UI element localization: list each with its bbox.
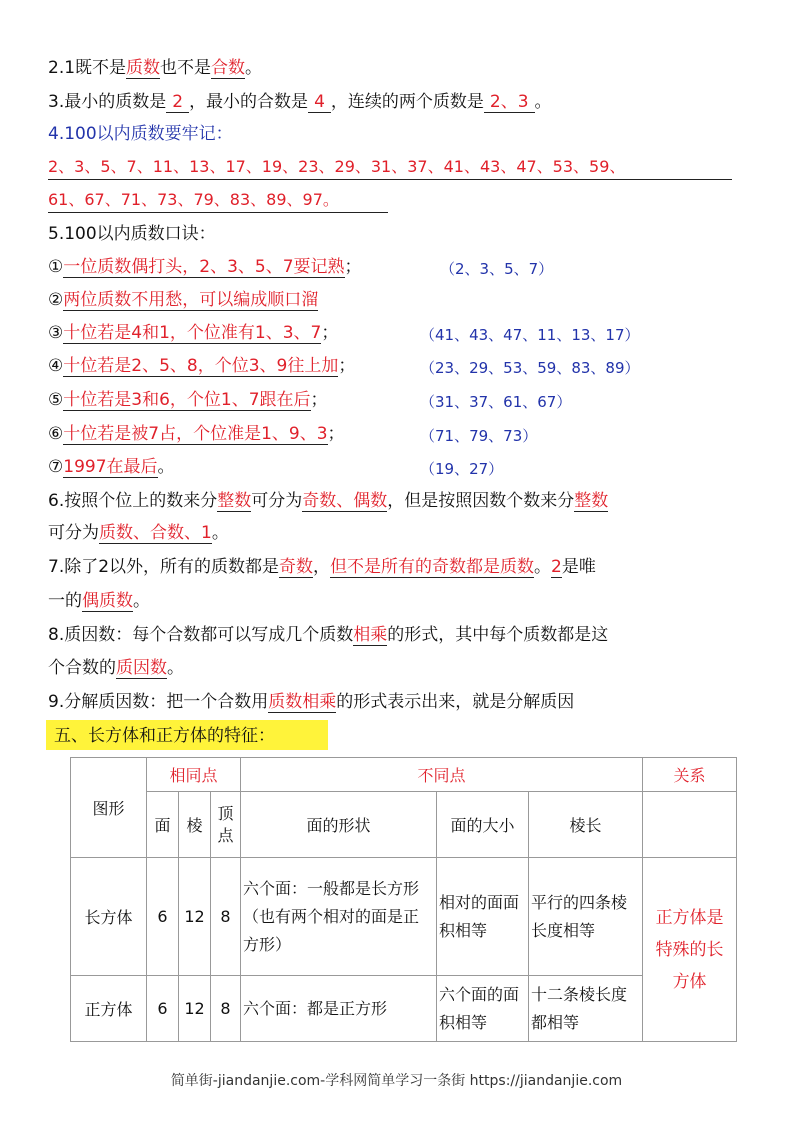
cuboid-cube-table: [70, 757, 737, 1042]
subheader-vertex: 顶点: [211, 792, 241, 858]
line-7: 7.除了2以外，所有的质数都是奇数，但不是所有的奇数都是质数。2是唯: [48, 557, 596, 577]
relation-empty: [643, 792, 737, 858]
row-face: 6: [147, 976, 179, 1042]
rhyme-4: ④十位若是2、5、8，个位3、9往上加；: [48, 356, 356, 376]
row-face: 6: [147, 858, 179, 976]
rhyme-5: ⑤十位若是3和6，个位1、7跟在后；: [48, 390, 328, 410]
rhyme-6: ⑥十位若是被7占，个位准是1、9、3；: [48, 424, 345, 444]
row-face-size: 六个面的面积相等: [437, 976, 529, 1042]
rhyme-7: ⑦1997在最后。: [48, 457, 175, 477]
prime-list-row-2: 61、67、71、73、79、83、89、97。: [48, 188, 388, 213]
header-shape: 图形: [71, 758, 147, 858]
row-name: 长方体: [71, 858, 147, 976]
row-vertex: 8: [211, 858, 241, 976]
row-edge: 12: [179, 858, 211, 976]
rhyme-1: ①一位质数偶打头，2、3、5、7要记熟；: [48, 257, 362, 277]
rhyme-2: ②两位质数不用愁，可以编成顺口溜: [48, 290, 319, 310]
row-vertex: 8: [211, 976, 241, 1042]
answer: 2: [166, 92, 189, 113]
rhyme-5-numbers: （31、37、61、67）: [420, 393, 572, 411]
row-name: 正方体: [71, 976, 147, 1042]
section-5-title: 五、长方体和正方体的特征：: [54, 726, 275, 746]
line-2-1: 2.1既不是质数也不是合数。: [48, 58, 263, 78]
subheader-edge-length: 棱长: [529, 792, 643, 858]
line-5-title: 5.100以内质数口诀：: [48, 224, 216, 244]
row-face-size: 相对的面面积相等: [437, 858, 529, 976]
line-4-title: 4.100以内质数要牢记：: [48, 124, 233, 144]
header-same: 相同点: [147, 758, 241, 792]
row-face-shape: 六个面：都是正方形: [241, 976, 437, 1042]
rhyme-7-numbers: （19、27）: [420, 460, 504, 478]
header-relation: 关系: [643, 758, 737, 792]
rhyme-6-numbers: （71、79、73）: [420, 427, 538, 445]
rhyme-1-numbers: （2、3、5、7）: [440, 260, 554, 278]
rhyme-3: ③十位若是4和1，个位准有1、3、7；: [48, 323, 339, 343]
row-edge: 12: [179, 976, 211, 1042]
row-edge-length: 平行的四条棱长度相等: [529, 858, 643, 976]
line-6-cont: 可分为质数、合数、1。: [48, 523, 229, 543]
answer: 质数: [126, 58, 161, 78]
answer: 4: [308, 92, 331, 113]
footer-watermark: 简单街-jiandanjie.com-学科网简单学习一条街 https://jiandanjie.com: [170, 1073, 623, 1089]
line-9: 9.分解质因数：把一个合数用质数相乘的形式表示出来，就是分解质因: [48, 692, 575, 712]
line-8: 8.质因数：每个合数都可以写成几个质数相乘的形式，其中每个质数都是这: [48, 625, 609, 645]
relation-cell: 正方体是特殊的长方体: [643, 858, 737, 1042]
subheader-face: 面: [147, 792, 179, 858]
prime-list-row-1: 2、3、5、7、11、13、17、19、23、29、31、37、41、43、47、53、59、: [48, 155, 732, 180]
row-face-shape: 六个面：一般都是长方形（也有两个相对的面是正方形）: [241, 858, 437, 976]
header-diff: 不同点: [241, 758, 643, 792]
subheader-face-size: 面的大小: [437, 792, 529, 858]
line-8-cont: 个合数的质因数。: [48, 658, 184, 678]
answer: 合数: [211, 58, 246, 78]
rhyme-3-numbers: （41、43、47、11、13、17）: [420, 326, 640, 344]
rhyme-4-numbers: （23、29、53、59、83、89）: [420, 359, 640, 377]
subheader-edge: 棱: [179, 792, 211, 858]
answer: 2、3: [484, 92, 535, 113]
line-7-cont: 一的偶质数。: [48, 591, 150, 611]
line-6: 6.按照个位上的数来分整数可分为奇数、偶数，但是按照因数个数来分整数: [48, 491, 609, 511]
row-edge-length: 十二条棱长度都相等: [529, 976, 643, 1042]
subheader-face-shape: 面的形状: [241, 792, 437, 858]
line-3: 3.最小的质数是 2 ，最小的合数是 4 ，连续的两个质数是 2、3 。: [48, 92, 552, 112]
